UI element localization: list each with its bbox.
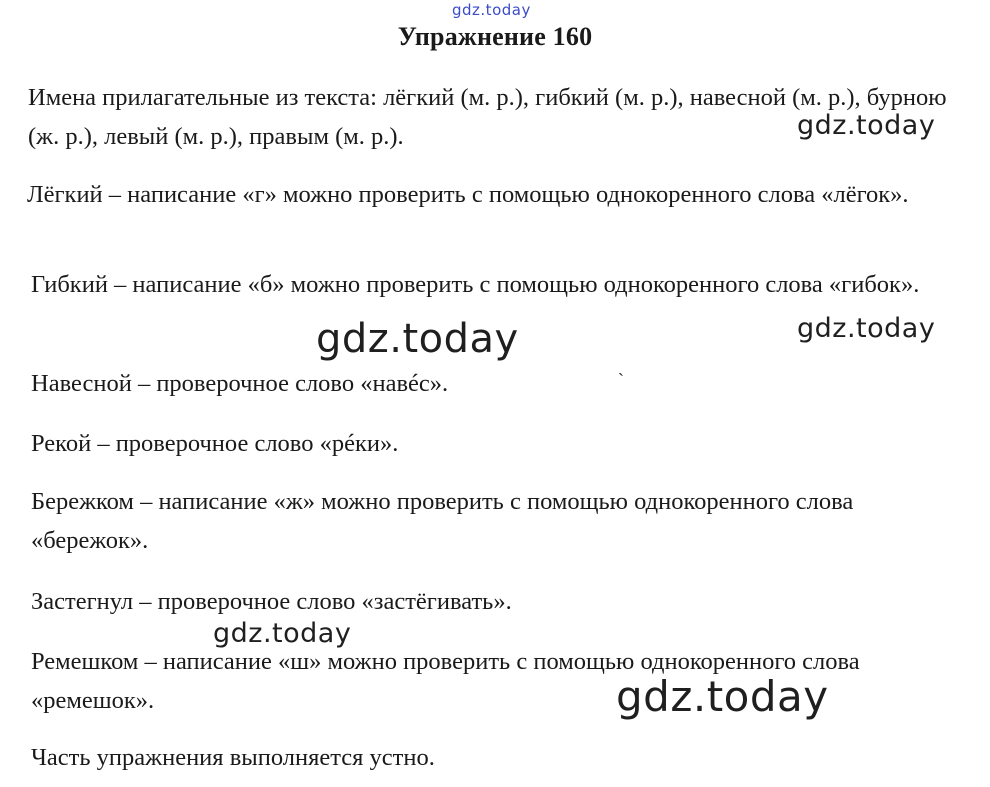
exercise-title: Упражнение 160 (397, 22, 593, 51)
paragraph-navesnoy: Навесной – проверочное слово «навéс». (31, 370, 449, 397)
watermark: gdz.today (213, 618, 352, 649)
paragraph-remeshkom: Ремешком – написание «ш» можно проверить с помощью однокоренного слова «ремешок». (31, 648, 860, 714)
stray-mark: ` (618, 370, 624, 390)
paragraph-adjectives: Имена прилагательные из текста: лёгкий (м. р.), гибкий (м. р.), навесной (м. р.), бурною (ж. р.), левый (м. р.), правым (м. р.). (28, 84, 947, 150)
paragraph-gibkiy: Гибкий – написание «б» можно проверить с помощью однокоренного слова «гибок». (31, 271, 920, 298)
watermark: gdz.today (797, 110, 936, 141)
watermark: gdz.today (316, 316, 519, 362)
paragraph-oral-note: Часть упражнения выполняется устно. (31, 744, 435, 771)
watermark: gdz.today (797, 313, 936, 344)
paragraph-berezhkom: Бережком – написание «ж» можно проверить с помощью однокоренного слова «бережок». (31, 488, 854, 554)
paragraph-rekoy: Рекой – проверочное слово «рéки». (31, 430, 399, 457)
paragraph-zastegnul: Застегнул – проверочное слово «застёгивать». (31, 588, 512, 615)
paragraph-legkiy: Лёгкий – написание «г» можно проверить с помощью однокоренного слова «лёгок». (27, 181, 909, 208)
watermark-top: gdz.today (452, 1, 531, 19)
watermark: gdz.today (616, 672, 829, 721)
